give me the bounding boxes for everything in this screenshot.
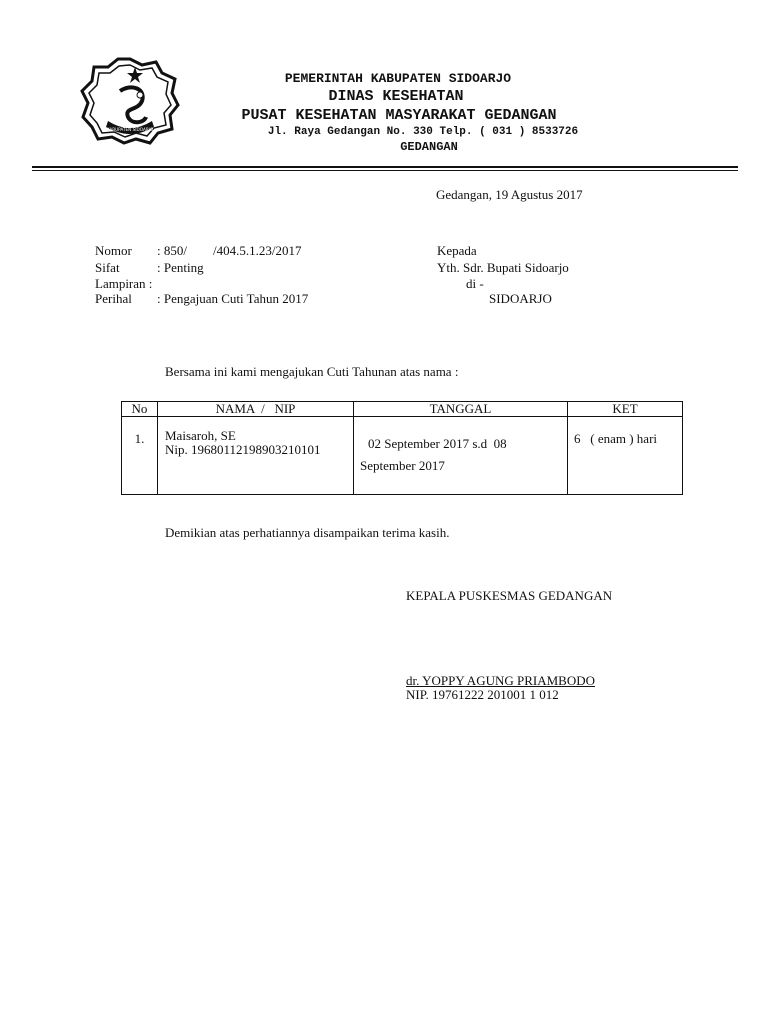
table-row	[122, 417, 683, 495]
recipient-line4: SIDOARJO	[489, 291, 552, 306]
cell-tanggal	[354, 417, 568, 495]
perihal-label: Perihal	[95, 291, 132, 306]
letterhead-line5: GEDANGAN	[400, 140, 458, 154]
signature-nip: NIP. 19761222 201001 1 012	[406, 687, 559, 702]
nomor-label: Nomor	[95, 243, 132, 258]
lampiran-label: Lampiran :	[95, 276, 153, 291]
letter-date: Gedangan, 19 Agustus 2017	[436, 187, 583, 202]
sifat-value: : Penting	[157, 260, 204, 275]
employee-name: Maisaroh, SE	[165, 428, 236, 443]
header-ket: KET	[568, 402, 683, 417]
header-nama-nip: NAMA / NIP	[158, 402, 354, 417]
row-no: 1.	[134, 431, 145, 446]
leave-date-line1: 02 September 2017 s.d 08	[368, 436, 507, 451]
perihal-value: : Pengajuan Cuti Tahun 2017	[157, 291, 309, 306]
logo-ribbon-text: KABUPATEN SIDOARJO	[106, 127, 154, 132]
table-header-row	[122, 402, 683, 417]
leave-date-line2: September 2017	[360, 458, 445, 473]
recipient-line3: di -	[466, 276, 484, 291]
employee-nip: Nip. 19680112198903210101	[165, 442, 321, 457]
letterhead-line3: PUSAT KESEHATAN MASYARAKAT GEDANGAN	[241, 107, 557, 124]
cell-no	[122, 417, 158, 495]
signature-name: dr. YOPPY AGUNG PRIAMBODO	[406, 673, 596, 688]
letterhead-rule-top	[32, 166, 738, 168]
nomor-value: : 850/ /404.5.1.23/2017	[157, 243, 302, 258]
cell-nama-nip	[158, 417, 354, 495]
signature-title: KEPALA PUSKESMAS GEDANGAN	[406, 588, 613, 603]
intro-text: Bersama ini kami mengajukan Cuti Tahunan atas nama :	[165, 364, 459, 379]
letterhead-line2: DINAS KESEHATAN	[328, 88, 464, 105]
closing-text: Demikian atas perhatiannya disampaikan terima kasih.	[165, 525, 450, 540]
leave-table	[121, 401, 683, 495]
letterhead-rule-bottom	[32, 170, 738, 171]
recipient-line1: Kepada	[437, 243, 477, 258]
cell-ket	[568, 417, 683, 495]
sifat-label: Sifat	[95, 260, 120, 275]
letterhead-line1: PEMERINTAH KABUPATEN SIDOARJO	[284, 71, 512, 86]
leave-duration: 6 ( enam ) hari	[574, 431, 658, 446]
header-no: No	[122, 402, 158, 417]
header-tanggal: TANGGAL	[354, 402, 568, 417]
recipient-line2: Yth. Sdr. Bupati Sidoarjo	[437, 260, 569, 275]
letterhead-line4: Jl. Raya Gedangan No. 330 Telp. ( 031 ) 8533726	[267, 126, 579, 138]
